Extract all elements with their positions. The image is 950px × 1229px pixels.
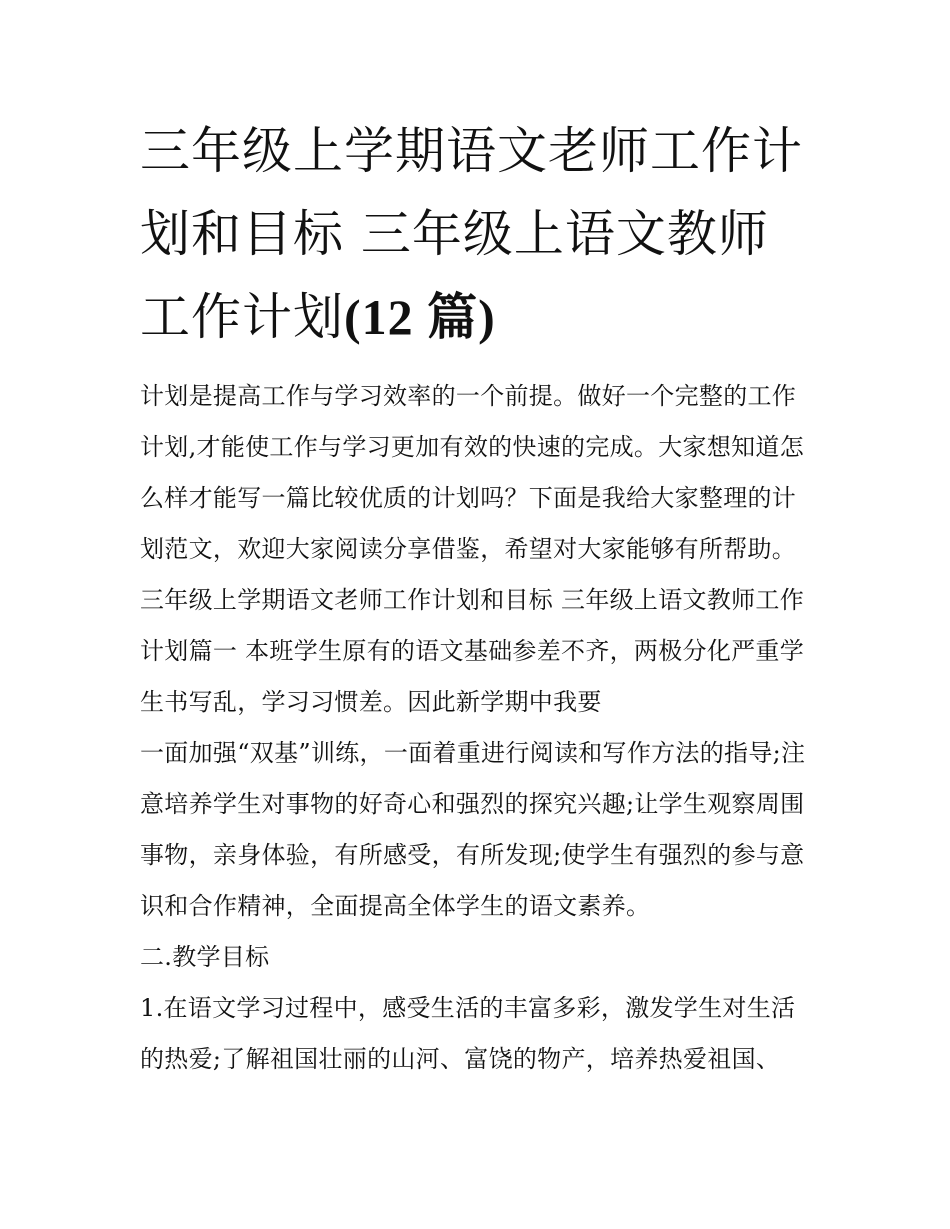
plan-heading-paragraph: 三年级上学期语文老师工作计划和目标 三年级上语文教师工作计划篇一 本班学生原有的语文基础参差不齐，两极分化严重学生书写乱，学习习惯差。因此新学期中我要 <box>140 586 805 716</box>
document-title-suffix: (12 篇) <box>344 289 496 345</box>
intro-paragraph: 计划是提高工作与学习效率的一个前提。做好一个完整的工作计划,才能使工作与学习更加有效的快速的完成。大家想知道怎么样才能写一篇比较优质的计划吗？下面是我给大家整理的计划范文，欢迎大家阅读分享借鉴，希望对大家能够有所帮助。 <box>140 382 805 563</box>
document-title-main: 三年级上学期语文老师工作计划和目标 三年级上语文教师工作计划 <box>140 122 803 346</box>
document-title <box>140 110 815 359</box>
goal-item-1: 1.在语文学习过程中，感受生活的丰富多彩，激发学生对生活的热爱;了解祖国壮丽的山河、富饶的物产，培养热爱祖国、 <box>140 994 796 1073</box>
training-paragraph: 一面加强“双基”训练，一面着重进行阅读和写作方法的指导;注意培养学生对事物的好奇心和强烈的探究兴趣;让学生观察周围事物，亲身体验，有所感受，有所发现;使学生有强烈的参与意识和合作精神，全面提高全体学生的语文素养。 <box>140 739 806 920</box>
document-body <box>140 371 815 1085</box>
section-heading-teaching-goals: 二.教学目标 <box>140 943 270 971</box>
